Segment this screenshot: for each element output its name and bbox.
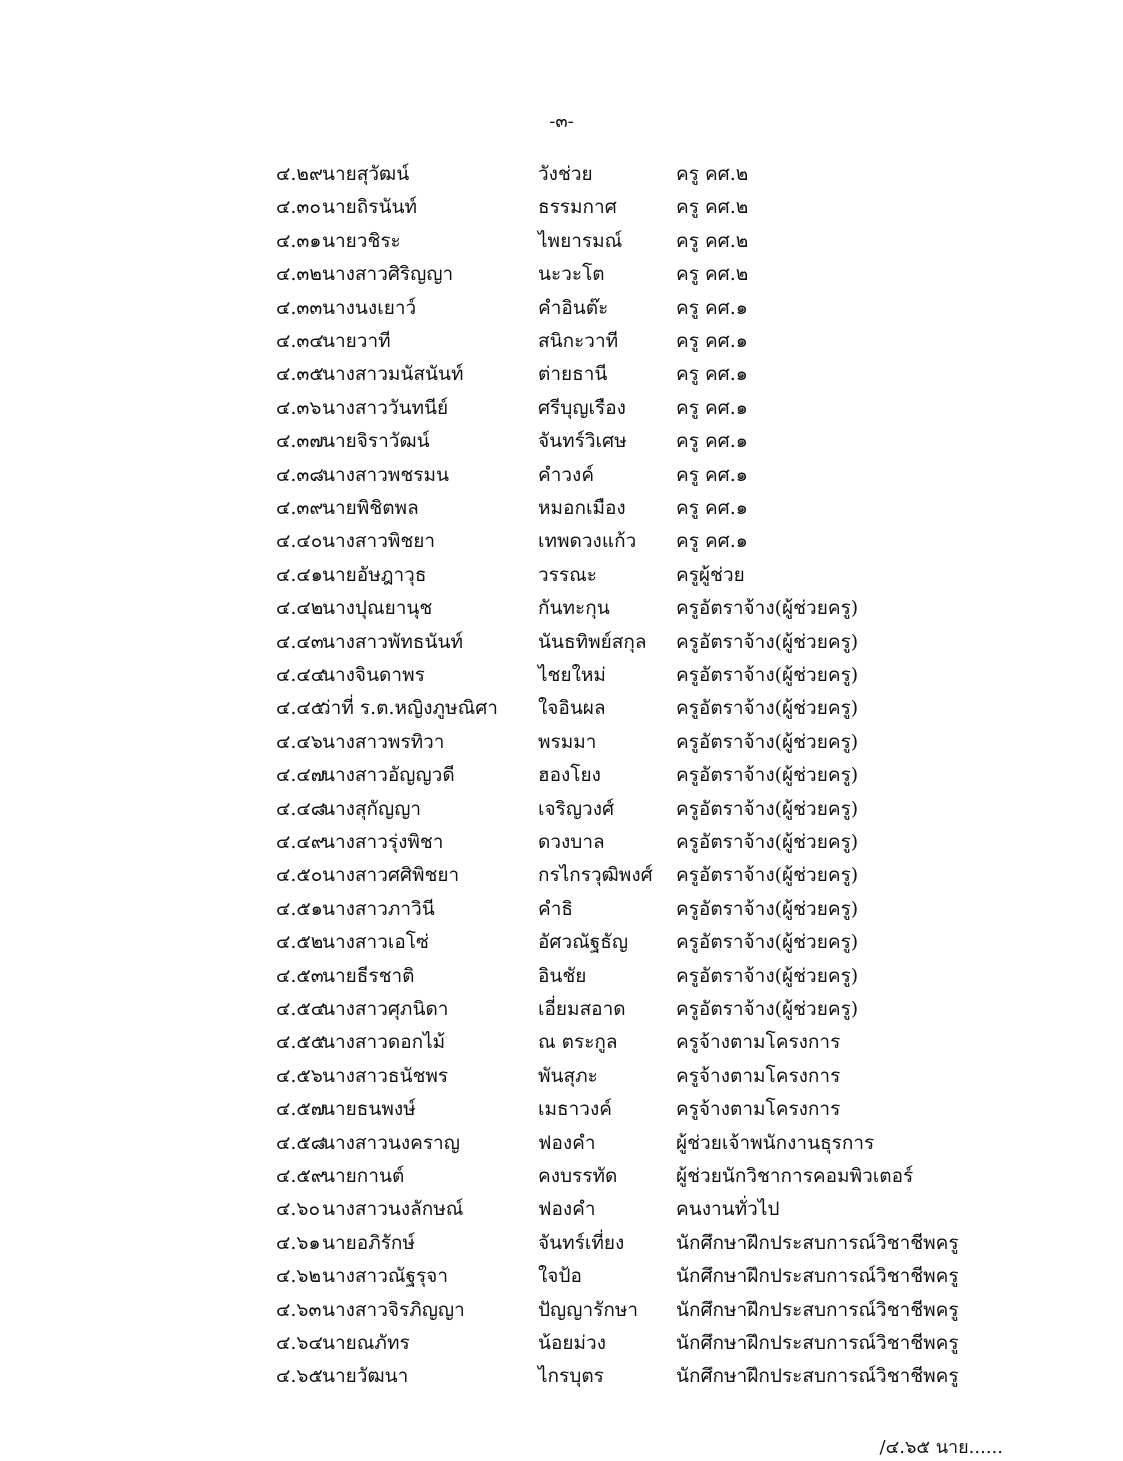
- given-name: นางสาวมนัสนันท์: [322, 363, 464, 386]
- surname: นันธทิพย์สกุล: [538, 630, 647, 653]
- roster-row: [0, 1360, 1123, 1393]
- position-title: ครู คศ.๒: [676, 196, 749, 219]
- given-name: นางสาวพชรมน: [322, 463, 450, 486]
- position-title: ครูจ้างตามโครงการ: [676, 1031, 841, 1054]
- roster-row: [0, 492, 1123, 525]
- given-name: นายกานต์: [322, 1165, 405, 1187]
- position-title: ครู คศ.๑: [676, 463, 748, 486]
- roster-row: [0, 1294, 1123, 1327]
- roster-row: [0, 1193, 1123, 1226]
- surname: จันทร์วิเศษ: [538, 430, 627, 453]
- position-title: ครูอัตราจ้าง(ผู้ช่วยครู): [676, 931, 859, 954]
- given-name: ว่าที่ ร.ต.หญิงภูษณิศา: [320, 697, 498, 720]
- given-name: นายวาที: [322, 330, 391, 352]
- given-name: นายณภัทร: [322, 1332, 410, 1354]
- given-name: นางสาวอัญญวดี: [322, 764, 455, 787]
- roster-row: [0, 1127, 1123, 1160]
- item-number: ๔.๔๙: [276, 831, 325, 853]
- roster-row: [0, 926, 1123, 959]
- given-name: นางสาวเอโซ่: [322, 931, 429, 954]
- item-number: ๔.๕๗: [276, 1098, 326, 1121]
- given-name: นายอภิรักษ์: [322, 1231, 415, 1254]
- given-name: นางสาวพิชยา: [322, 530, 436, 553]
- roster-row: [0, 659, 1123, 692]
- item-number: ๔.๓๙: [276, 497, 324, 519]
- surname: สนิกะวาที: [538, 330, 619, 352]
- surname: ฟองคำ: [538, 1198, 596, 1221]
- position-title: ครู คศ.๒: [676, 229, 749, 252]
- position-title: ครูจ้างตามโครงการ: [676, 1064, 841, 1087]
- roster-row: [0, 292, 1123, 325]
- item-number: ๔.๕๙: [276, 1165, 325, 1187]
- position-title: ครูจ้างตามโครงการ: [676, 1098, 841, 1121]
- surname: พรมมา: [538, 730, 597, 753]
- position-title: ครูอัตราจ้าง(ผู้ช่วยครู): [676, 998, 859, 1020]
- given-name: นายธีรชาติ: [322, 964, 415, 987]
- given-name: นายธนพงษ์: [322, 1098, 416, 1121]
- surname: กรไกรวุฒิพงศ์: [538, 864, 653, 887]
- surname: น้อยม่วง: [538, 1332, 607, 1354]
- roster-row: [0, 358, 1123, 391]
- item-number: ๔.๕๖: [276, 1064, 323, 1087]
- roster-row: [0, 425, 1123, 458]
- surname: ฟองคำ: [538, 1131, 596, 1154]
- given-name: นางจินดาพร: [322, 664, 425, 686]
- item-number: ๔.๕๕: [276, 1031, 326, 1054]
- item-number: ๔.๔๘: [276, 797, 326, 820]
- surname: กันทะกุน: [538, 597, 610, 620]
- item-number: ๔.๖๓: [276, 1298, 322, 1321]
- item-number: ๔.๓๔: [276, 330, 324, 352]
- given-name: นายถิรนันท์: [322, 196, 417, 219]
- surname: วรรณะ: [538, 563, 597, 586]
- item-number: ๔.๔๒: [276, 597, 324, 620]
- item-number: ๔.๓๗: [276, 430, 324, 453]
- item-number: ๔.๕๐: [276, 864, 323, 887]
- continuation-note: /๔.๖๕ นาย......: [879, 1437, 1003, 1458]
- given-name: นางสุกัญญา: [322, 797, 422, 820]
- roster-row: [0, 1327, 1123, 1360]
- position-title: ผู้ช่วยนักวิชาการคอมพิวเตอร์: [676, 1165, 914, 1187]
- item-number: ๔.๖๔: [276, 1332, 323, 1354]
- surname: ดวงบาล: [538, 831, 605, 853]
- roster-row: [0, 191, 1123, 224]
- roster-row: [0, 692, 1123, 725]
- position-title: ครูอัตราจ้าง(ผู้ช่วยครู): [676, 964, 859, 987]
- given-name: นางสาววันทนีย์: [322, 396, 449, 419]
- position-title: ครูอัตราจ้าง(ผู้ช่วยครู): [676, 697, 859, 720]
- roster-row: [0, 525, 1123, 558]
- position-title: ครูอัตราจ้าง(ผู้ช่วยครู): [676, 664, 859, 686]
- position-title: ครูอัตราจ้าง(ผู้ช่วยครู): [676, 897, 859, 920]
- roster-row: [0, 726, 1123, 759]
- roster-row: [0, 392, 1123, 425]
- position-title: ครูอัตราจ้าง(ผู้ช่วยครู): [676, 630, 859, 653]
- position-title: ครูอัตราจ้าง(ผู้ช่วยครู): [676, 730, 859, 753]
- surname: ต่ายธานี: [538, 363, 608, 386]
- item-number: ๔.๒๙: [276, 163, 323, 185]
- item-number: ๔.๔๕: [276, 697, 326, 720]
- position-title: นักศึกษาฝึกประสบการณ์วิชาชีพครู: [676, 1332, 959, 1354]
- surname: ฮองโยง: [538, 764, 601, 787]
- item-number: ๔.๔๐: [276, 530, 323, 553]
- item-number: ๔.๓๒: [276, 263, 322, 286]
- surname: ไพยารมณ์: [538, 229, 623, 252]
- given-name: นางสาวพัทธนันท์: [322, 630, 464, 653]
- position-title: ครู คศ.๑: [676, 430, 748, 453]
- roster-row: [0, 459, 1123, 492]
- position-title: ครูผู้ช่วย: [676, 563, 745, 586]
- position-title: นักศึกษาฝึกประสบการณ์วิชาชีพครู: [676, 1231, 959, 1254]
- surname: อินชัย: [538, 964, 587, 987]
- position-title: ครูอัตราจ้าง(ผู้ช่วยครู): [676, 797, 859, 820]
- position-title: นักศึกษาฝึกประสบการณ์วิชาชีพครู: [676, 1365, 959, 1388]
- given-name: นายพิชิตพล: [322, 497, 419, 519]
- position-title: ครู คศ.๑: [676, 497, 748, 519]
- surname: วังช่วย: [538, 163, 593, 185]
- position-title: ผู้ช่วยเจ้าพนักงานธุรการ: [676, 1131, 875, 1154]
- given-name: นางสาวจิรภิญญา: [322, 1298, 465, 1321]
- item-number: ๔.๕๔: [276, 998, 326, 1020]
- item-number: ๔.๕๘: [276, 1131, 326, 1154]
- roster-row: [0, 1060, 1123, 1093]
- position-title: ครู คศ.๒: [676, 263, 749, 286]
- given-name: นางสาวธนัชพร: [322, 1064, 449, 1087]
- surname: คงบรรทัด: [538, 1165, 618, 1187]
- position-title: ครู คศ.๑: [676, 530, 748, 553]
- surname: จันทร์เที่ยง: [538, 1231, 625, 1254]
- roster-row: [0, 793, 1123, 826]
- surname: คำวงค์: [538, 463, 595, 486]
- surname: ณ ตระกูล: [538, 1031, 618, 1054]
- roster-row: [0, 258, 1123, 291]
- given-name: นางสาวรุ่งพิชา: [322, 831, 444, 853]
- roster-row: [0, 960, 1123, 993]
- given-name: นางสาวนงคราญ: [322, 1131, 460, 1154]
- item-number: ๔.๖๐: [276, 1198, 321, 1221]
- given-name: นางสาวศุภนิดา: [322, 998, 449, 1020]
- roster-row: [0, 1227, 1123, 1260]
- position-title: ครู คศ.๑: [676, 363, 748, 386]
- surname: อัศวณัฐธัญ: [538, 931, 629, 954]
- roster-row: [0, 626, 1123, 659]
- given-name: นางสาวศิริญญา: [322, 263, 454, 286]
- item-number: ๔.๓๖: [276, 396, 322, 419]
- given-name: นางสาวศศิพิชยา: [322, 864, 460, 887]
- roster-row: [0, 893, 1123, 926]
- roster-row: [0, 1160, 1123, 1193]
- given-name: นายอัษฎาวุธ: [322, 563, 427, 586]
- position-title: ครู คศ.๒: [676, 163, 749, 185]
- roster-row: [0, 158, 1123, 191]
- surname: เทพดวงแก้ว: [538, 530, 637, 553]
- item-number: ๔.๕๒: [276, 931, 324, 954]
- surname: ศรีบุญเรือง: [538, 396, 626, 419]
- position-title: คนงานทั่วไป: [676, 1198, 780, 1221]
- surname: ไชยใหม่: [538, 664, 606, 686]
- given-name: นางนงเยาว์: [322, 296, 417, 319]
- given-name: นางสาวดอกไม้: [322, 1031, 446, 1054]
- roster-row: [0, 859, 1123, 892]
- given-name: นางสาวนงลักษณ์: [322, 1198, 464, 1221]
- item-number: ๔.๖๑: [276, 1231, 321, 1254]
- given-name: นายวัฒนา: [322, 1365, 409, 1388]
- surname: คำธิ: [538, 897, 573, 920]
- position-title: นักศึกษาฝึกประสบการณ์วิชาชีพครู: [676, 1265, 959, 1288]
- roster-row: [0, 225, 1123, 258]
- item-number: ๔.๓๑: [276, 229, 322, 252]
- roster-row: [0, 993, 1123, 1026]
- roster-row: [0, 826, 1123, 859]
- surname: ใจป้อ: [538, 1265, 582, 1288]
- surname: พันสุภะ: [538, 1064, 598, 1087]
- item-number: ๔.๓๐: [276, 196, 322, 219]
- surname: ปัญญารักษา: [538, 1298, 639, 1321]
- given-name: นางปุณยานุช: [322, 597, 433, 620]
- given-name: นางสาวณัฐรุจา: [322, 1265, 448, 1288]
- roster-row: [0, 1093, 1123, 1126]
- surname: เอี่ยมสอาด: [538, 998, 626, 1020]
- position-title: ครู คศ.๑: [676, 396, 748, 419]
- item-number: ๔.๔๑: [276, 563, 323, 586]
- surname: เมธาวงค์: [538, 1098, 612, 1121]
- surname: คำอินต๊ะ: [538, 296, 609, 319]
- position-title: ครู คศ.๑: [676, 330, 748, 352]
- roster-row: [0, 1260, 1123, 1293]
- item-number: ๔.๔๖: [276, 730, 323, 753]
- roster-row: [0, 1026, 1123, 1059]
- item-number: ๔.๓๓: [276, 296, 323, 319]
- roster-row: [0, 325, 1123, 358]
- position-title: ครูอัตราจ้าง(ผู้ช่วยครู): [676, 764, 859, 787]
- surname: ใจอินผล: [538, 697, 606, 720]
- item-number: ๔.๔๔: [276, 664, 326, 686]
- surname: ไกรบุตร: [538, 1365, 604, 1388]
- roster-row: [0, 559, 1123, 592]
- position-title: ครูอัตราจ้าง(ผู้ช่วยครู): [676, 864, 859, 887]
- given-name: นายสุวัฒน์: [322, 163, 410, 185]
- item-number: ๔.๔๗: [276, 764, 326, 787]
- position-title: ครู คศ.๑: [676, 296, 748, 319]
- item-number: ๔.๖๕: [276, 1365, 323, 1388]
- surname: นะวะโต: [538, 263, 605, 286]
- item-number: ๔.๓๕: [276, 363, 324, 386]
- roster-row: [0, 759, 1123, 792]
- item-number: ๔.๖๒: [276, 1265, 322, 1288]
- given-name: นายจิราวัฒน์: [322, 430, 430, 453]
- item-number: ๔.๕๑: [276, 897, 323, 920]
- page-number: -๓-: [549, 111, 574, 132]
- position-title: ครูอัตราจ้าง(ผู้ช่วยครู): [676, 597, 859, 620]
- item-number: ๔.๓๘: [276, 463, 325, 486]
- item-number: ๔.๔๓: [276, 630, 324, 653]
- given-name: นางสาวภาวินี: [322, 897, 435, 920]
- given-name: นางสาวพรทิวา: [322, 730, 445, 753]
- given-name: นายวชิระ: [322, 229, 401, 252]
- surname: ธรรมกาศ: [538, 196, 617, 219]
- item-number: ๔.๕๓: [276, 964, 324, 987]
- position-title: นักศึกษาฝึกประสบการณ์วิชาชีพครู: [676, 1298, 959, 1321]
- surname: หมอกเมือง: [538, 497, 626, 519]
- surname: เจริญวงศ์: [538, 797, 615, 820]
- roster-row: [0, 592, 1123, 625]
- position-title: ครูอัตราจ้าง(ผู้ช่วยครู): [676, 831, 859, 853]
